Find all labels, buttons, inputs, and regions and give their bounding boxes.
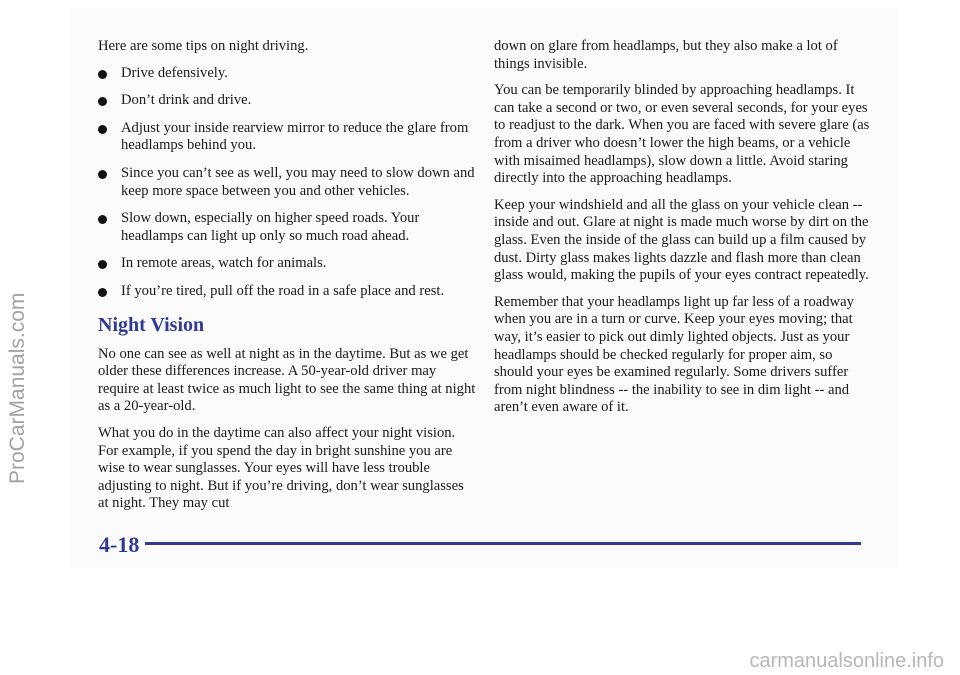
- body-paragraph: What you do in the daytime can also affect your night vision. For example, if you spend the day in bright sunshine you are wise to wear sunglasses. Your eyes will have less trouble adjusting to night. But if you’re driving, don’t wear sunglasses at night. They may cut: [98, 424, 464, 512]
- bullet-icon: [98, 70, 107, 79]
- list-item: In remote areas, watch for animals.: [98, 255, 476, 273]
- page-number: 4-18: [99, 532, 140, 557]
- bullet-icon: [98, 215, 107, 224]
- bullet-icon: [98, 170, 107, 179]
- bullet-icon: [98, 125, 107, 134]
- body-paragraph: Keep your windshield and all the glass on your vehicle clean -- inside and out. Glare at night is made much worse by dirt on the glass. Even the inside of the glass can build up a film caused by dust. Dirty glass makes lights dazzle and flash more than clean glass would, making the pupils of your eyes contract repeatedly.: [494, 196, 869, 284]
- intro-text: Here are some tips on night driving.: [98, 38, 309, 54]
- bottom-watermark: carmanualsonline.info: [749, 650, 944, 672]
- left-column: [98, 38, 476, 522]
- footer-divider: [145, 542, 861, 545]
- body-paragraph: You can be temporarily blinded by approaching headlamps. It can take a second or two, or even several seconds, for your eyes to readjust to the dark. When you are faced with severe glare (as from a driver who doesn’t lower the high beams, or a vehicle with misaimed headlamps), slow down a little. Avoid staring directly into the approaching headlamps.: [494, 82, 870, 187]
- list-item: Since you can’t see as well, you may need to slow down and keep more space between you and other vehicles.: [98, 165, 476, 200]
- body-paragraph: No one can see as well at night as in the daytime. But as we get older these differences increase. A 50-year-old driver may require at least twice as much light to see the same thing at night as a 20-year-old.: [98, 345, 476, 415]
- bullet-icon: [98, 260, 107, 269]
- body-paragraph: down on glare from headlamps, but they also make a lot of things invisible.: [494, 38, 838, 72]
- right-column: [494, 38, 872, 426]
- list-item: Don’t drink and drive.: [98, 92, 476, 110]
- bullet-icon: [98, 288, 107, 297]
- section-heading: Night Vision: [98, 313, 205, 336]
- body-paragraph: Remember that your headlamps light up far less of a roadway when you are in a turn or curve. Keep your eyes moving; that way, it’s easier to pick out dimly lighted objects. Just as your headlamps should be checked regularly for proper aim, so should your eyes be examined regularly. Some drivers suffer from night blindness -- the inability to see in dim light -- and aren’t even aware of it.: [494, 293, 854, 416]
- bullet-icon: [98, 97, 107, 106]
- list-item: Slow down, especially on higher speed roads. Your headlamps can light up only so much road ahead.: [98, 210, 476, 245]
- tips-list: [98, 65, 476, 301]
- list-item: Drive defensively.: [98, 65, 476, 83]
- list-item: If you’re tired, pull off the road in a safe place and rest.: [98, 283, 476, 301]
- side-watermark: ProCarManuals.com: [6, 292, 29, 484]
- list-item: Adjust your inside rearview mirror to reduce the glare from headlamps behind you.: [98, 120, 476, 155]
